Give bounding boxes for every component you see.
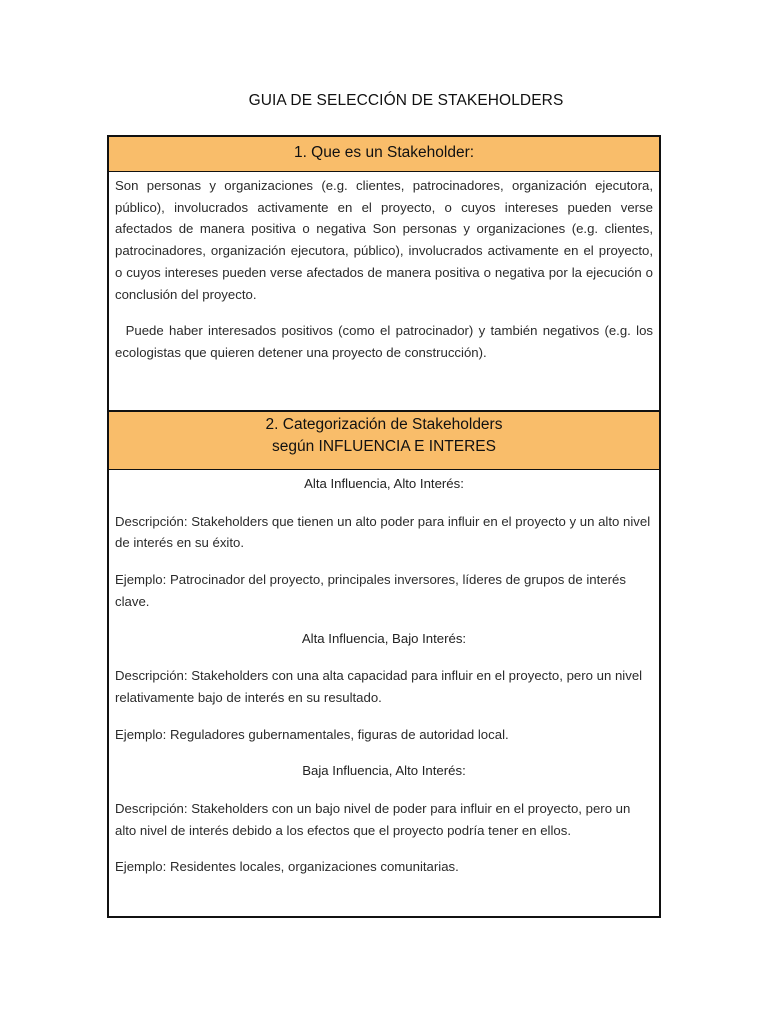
section2-heading-line1: 2. Categorización de Stakeholders <box>265 416 503 433</box>
section2-heading <box>109 412 659 470</box>
category-title: Alta Influencia, Alto Interés: <box>304 476 464 491</box>
category-description: Descripción: Stakeholders con un bajo nivel de poder para influir en el proyecto, pero un alto nivel de interés debido a los efectos que el proyecto podría tener en ellos. <box>115 801 631 838</box>
category-example: Ejemplo: Reguladores gubernamentales, figuras de autoridad local. <box>115 726 509 742</box>
category-description: Descripción: Stakeholders con una alta capacidad para influir en el proyecto, pero un nivel relativamente bajo de interés en su resultado. <box>115 668 643 705</box>
section-categorization <box>107 410 661 918</box>
section1-paragraph2 <box>115 320 653 363</box>
category-description: Descripción: Stakeholders que tienen un alto poder para influir en el proyecto y un alto nivel de interés en su éxito. <box>115 513 651 551</box>
category-title: Alta Influencia, Bajo Interés: <box>301 630 467 646</box>
section1-paragraph1: Son personas y organizaciones (e.g. clientes, patrocinadores, organización ejecutora, público), involucrados activamente en el proyecto, o cuyos intereses pueden verse afectados de manera positiva o negativa Son personas y organizaciones (e.g. clientes, patrocinadores, organización ejecutora, público), involucrados activamente en el proyecto, o cuyos intereses pueden verse afectados de manera positiva o negativa por la ejecución o conclusión del proyecto. <box>115 178 653 302</box>
section2-heading-line2: según INFLUENCIA E INTERES <box>272 438 496 455</box>
section1-heading: 1. Que es un Stakeholder: <box>109 137 659 172</box>
section-what-is-stakeholder <box>107 135 661 413</box>
category-example: Ejemplo: Residentes locales, organizaciones comunitarias. <box>115 859 459 875</box>
category-title: Baja Influencia, Alto Interés: <box>302 763 466 779</box>
section1-paragraph2-text: Puede haber interesados positivos (como el patrocinador) y también negativos (e.g. los ecologistas que quieren detener una proyecto de construcción). <box>115 323 653 360</box>
category-example: Ejemplo: Patrocinador del proyecto, principales inversores, líderes de grupos de interés clave. <box>115 572 626 609</box>
document-title: GUIA DE SELECCIÓN DE STAKEHOLDERS <box>248 92 564 109</box>
